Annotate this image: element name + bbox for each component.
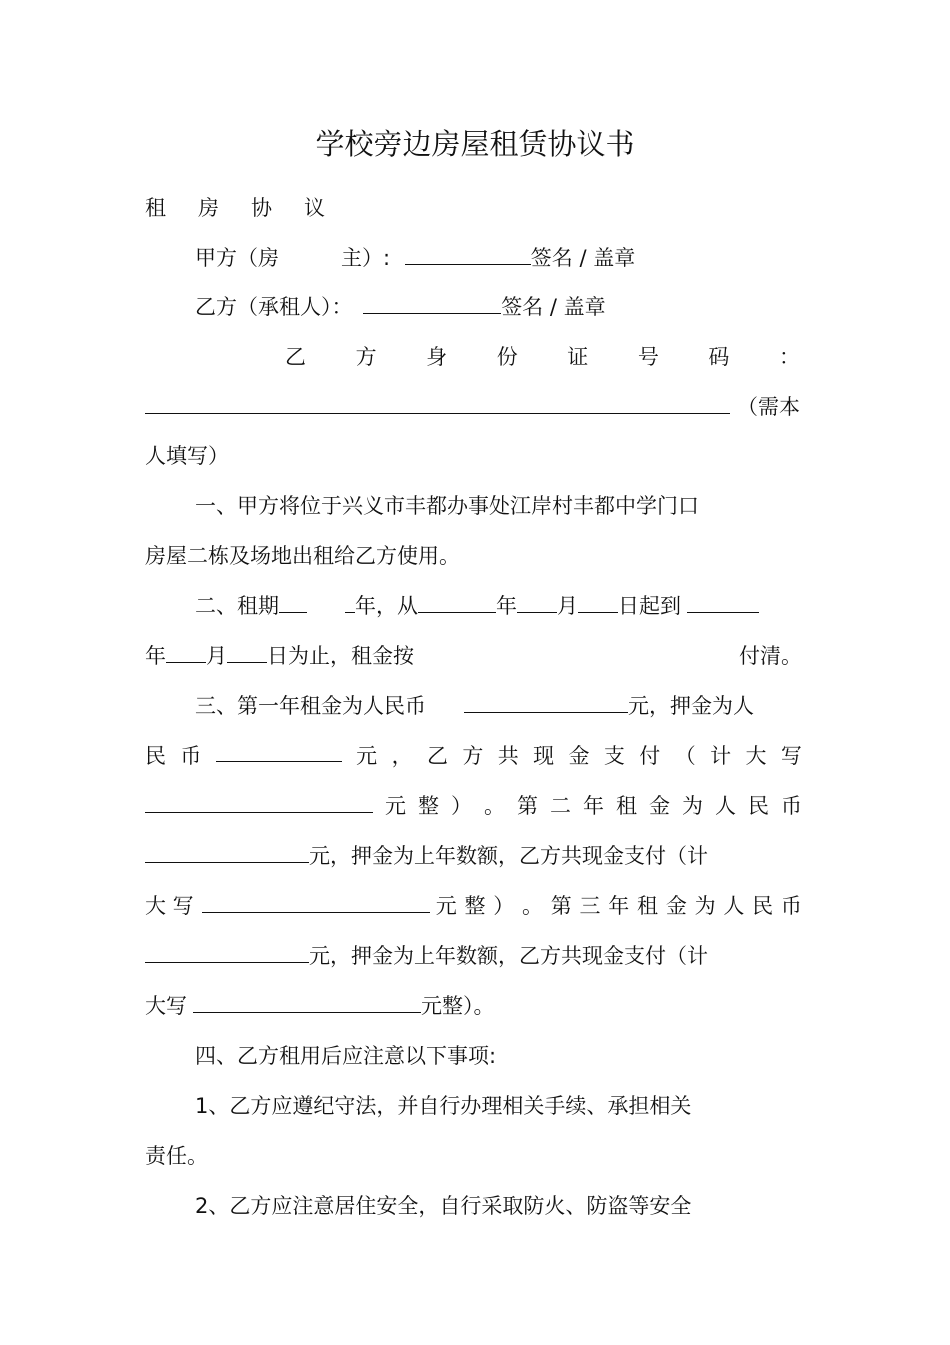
first-year-capital-blank[interactable] <box>145 792 373 813</box>
clause-3-line-3-char: 租 <box>616 794 637 818</box>
clause-3-line-4 <box>145 841 805 871</box>
clause-3-line-2-char: ， <box>391 744 413 768</box>
clause-3-line-2-char: 写 <box>780 744 802 768</box>
id-label-char: 乙 <box>285 345 306 369</box>
clause-3-line-2-char: 大 <box>745 744 767 768</box>
clause-3-line-2-char: 计 <box>710 744 732 768</box>
end-day-blank[interactable] <box>227 642 267 663</box>
clause-3-line-3-char: 整 <box>418 794 439 818</box>
party-b-signature-blank[interactable] <box>363 293 501 314</box>
clause-2-line-1 <box>195 591 855 621</box>
clause-3-line-3-char: 二 <box>550 794 571 818</box>
subtitle-char: 协 <box>251 196 272 220</box>
clause-3-line-3-char: 元 <box>385 794 406 818</box>
clause-3-line-6 <box>145 941 805 971</box>
clause-3-line-3-char: 金 <box>649 794 670 818</box>
clause-3-line-5-char: 。 <box>521 894 543 918</box>
clause-3-line-5-char: 年 <box>608 894 630 918</box>
subtitle-char: 房 <box>198 196 219 220</box>
clause-2-line-2 <box>145 641 805 671</box>
subtitle-char: 议 <box>304 196 325 220</box>
first-year-deposit-label: 元，押金为人 <box>628 694 754 718</box>
second-year-capital-blank[interactable] <box>202 892 430 913</box>
first-year-rent-blank[interactable] <box>464 692 628 713</box>
clause-3-line-2-char: 支 <box>603 744 625 768</box>
clause-3-line-7 <box>145 991 805 1021</box>
party-b-label: 乙方（承租人）： <box>195 295 353 319</box>
clause-3-line-5-char: 民 <box>752 894 774 918</box>
id-note: （需本 <box>737 395 800 419</box>
document-title: 学校旁边房屋租赁协议书 <box>315 127 635 161</box>
clause-3-line-3-char: 民 <box>748 794 769 818</box>
third-year-rent-blank[interactable] <box>145 942 309 963</box>
party-b-line <box>195 292 855 322</box>
clause-3-line-5-char: 第 <box>550 894 572 918</box>
subtitle <box>145 193 325 223</box>
third-year-end-text: 元整）。 <box>421 994 495 1018</box>
capital-label: 大 写 <box>145 894 194 918</box>
lease-term-label: 二、租期 <box>195 594 279 618</box>
clause-3-line-3-char: 币 <box>781 794 802 818</box>
end-month-blank[interactable] <box>166 642 206 663</box>
paid-off-text: 付清。 <box>739 644 802 668</box>
clause-3-line-2-char: 乙 <box>426 744 448 768</box>
lease-years-blank-2[interactable] <box>345 592 355 613</box>
lease-from-text: 年，从 <box>355 594 418 618</box>
id-number-line <box>145 392 800 422</box>
end-month-text: 月 <box>206 644 227 668</box>
clause-3-line-3-char: 。 <box>484 794 505 818</box>
third-year-capital-blank[interactable] <box>193 992 421 1013</box>
end-year-blank[interactable] <box>687 592 759 613</box>
clause-3-line-2-char: 元 <box>356 744 378 768</box>
lease-years-blank[interactable] <box>279 592 307 613</box>
clause-4-item-1-line-2: 责任。 <box>145 1144 208 1168</box>
id-label-char: 证 <box>567 345 589 369</box>
first-year-rent-label: 三、第一年租金为人民币 <box>195 694 426 718</box>
clause-3-line-3-char: 年 <box>583 794 604 818</box>
clause-1-line-1: 一、甲方将位于兴义市丰都办事处江岸村丰都中学门口 <box>195 494 699 518</box>
clause-3-line-2-char: 方 <box>462 744 484 768</box>
clause-3-line-5-char: 三 <box>579 894 601 918</box>
clause-3-line-2-char: 共 <box>497 744 519 768</box>
clause-3-line-5-char: 整 <box>464 894 486 918</box>
clause-3-line-5-char: 人 <box>723 894 745 918</box>
id-label-char: 份 <box>496 345 518 369</box>
clause-3-line-1 <box>195 691 855 721</box>
clause-3-line-5 <box>145 891 802 921</box>
id-label-char: ： <box>778 345 800 369</box>
id-number-label <box>285 342 800 372</box>
year-text: 年 <box>496 594 517 618</box>
clause-3-line-5-char: 币 <box>780 894 802 918</box>
clause-3-line-5-char: 金 <box>665 894 687 918</box>
subtitle-char: 租 <box>145 196 166 220</box>
clause-4-heading: 四、乙方租用后应注意以下事项: <box>195 1044 497 1068</box>
start-month-blank[interactable] <box>517 592 557 613</box>
clause-3-line-3-char: 为 <box>682 794 703 818</box>
clause-3-line-2-char: 币 <box>180 744 202 768</box>
party-a-signature-blank[interactable] <box>405 244 531 265</box>
clause-3-line-3-char: ） <box>451 794 472 818</box>
clause-3-line-2-char: 民 <box>145 744 166 768</box>
clause-3-line-2-char: 付 <box>639 744 661 768</box>
clause-3-line-3 <box>145 791 802 821</box>
day-from-text: 日起到 <box>618 594 681 618</box>
clause-4-item-2-line-1: 2、乙方应注意居住安全，自行采取防火、防盗等安全 <box>195 1194 692 1218</box>
second-year-rent-blank[interactable] <box>145 842 309 863</box>
clause-4-item-1-line-1: 1、乙方应遵纪守法，并自行办理相关手续、承担相关 <box>195 1094 692 1118</box>
clause-3-line-3-char: 第 <box>517 794 538 818</box>
second-year-deposit-text: 元，押金为上年数额，乙方共现金支付（计 <box>309 844 708 868</box>
clause-3-line-5-char: 租 <box>637 894 659 918</box>
party-a-label-end: 主）: <box>341 246 391 270</box>
clause-3-line-5-char: 元 <box>435 894 457 918</box>
start-year-blank[interactable] <box>418 592 496 613</box>
start-day-blank[interactable] <box>578 592 618 613</box>
clause-1-line-2: 房屋二栋及场地出租给乙方使用。 <box>145 544 460 568</box>
id-number-blank[interactable] <box>145 393 730 414</box>
end-day-text: 日为止，租金按 <box>267 644 414 668</box>
first-year-deposit-blank[interactable] <box>216 741 342 762</box>
clause-3-line-5-char: 为 <box>694 894 716 918</box>
capital-label-2: 大写 <box>145 994 187 1018</box>
third-year-deposit-text: 元，押金为上年数额，乙方共现金支付（计 <box>309 944 708 968</box>
id-label-char: 码 <box>708 345 730 369</box>
id-label-char: 身 <box>426 345 448 369</box>
clause-3-line-5-char: ） <box>493 894 515 918</box>
party-a-sign-suffix: 签名 / 盖章 <box>530 246 636 270</box>
party-a-line <box>195 243 855 273</box>
id-note-continued: 人填写） <box>145 444 229 468</box>
party-b-sign-suffix: 签名 / 盖章 <box>501 295 606 319</box>
clause-3-line-3-char: 人 <box>715 794 736 818</box>
end-year-text: 年 <box>145 644 166 668</box>
party-a-label: 甲方（房 <box>195 246 279 270</box>
clause-3-line-2-char: （ <box>674 744 696 768</box>
clause-3-line-2-char: 金 <box>568 744 590 768</box>
clause-3-line-2-char: 现 <box>533 744 555 768</box>
id-label-char: 号 <box>637 345 659 369</box>
month-text: 月 <box>557 594 578 618</box>
id-label-char: 方 <box>355 345 377 369</box>
clause-3-line-2 <box>145 741 802 771</box>
